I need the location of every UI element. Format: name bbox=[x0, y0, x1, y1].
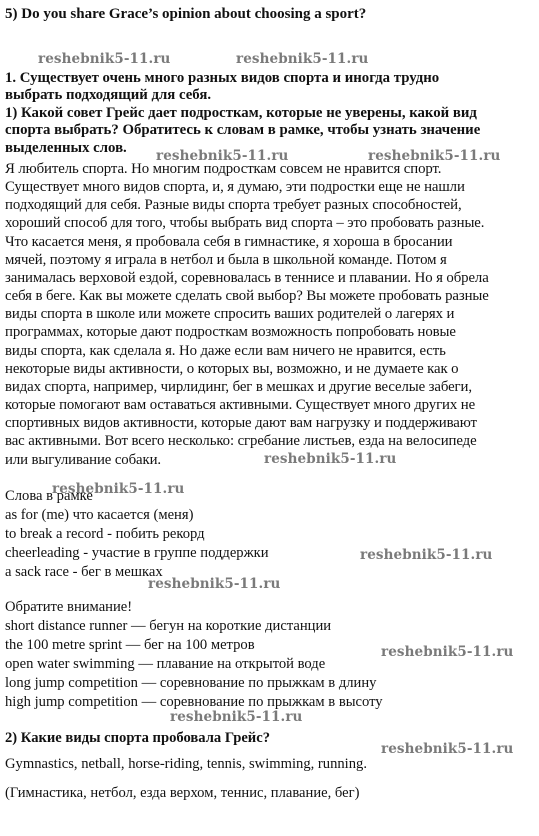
watermark: reshebnik5-11.ru bbox=[381, 741, 514, 757]
question-1-line: спорта выбрать? Обратитесь к словам в рамке, чтобы узнать значение bbox=[5, 122, 481, 139]
vocab-item: to break a record - побить рекорд bbox=[5, 526, 205, 542]
watermark: reshebnik5-11.ru bbox=[368, 148, 501, 164]
watermark: reshebnik5-11.ru bbox=[381, 644, 514, 660]
question-1-line: 1. Существует очень много разных видов спорта и иногда трудно bbox=[5, 70, 440, 86]
paragraph-line: виды спорта в школе или можете спросить ваших родителей о лагерях и bbox=[5, 306, 455, 323]
question-1-line: выделенных слов. bbox=[5, 139, 127, 156]
translation-paragraph bbox=[5, 160, 533, 469]
attention-title: Обратите внимание! bbox=[5, 599, 133, 615]
paragraph-line: некоторые виды активности, о которых вы, возможно, и не думаете как о bbox=[5, 360, 459, 377]
watermark: reshebnik5-11.ru bbox=[170, 709, 303, 725]
vocab-item: a sack race - бег в мешках bbox=[5, 564, 163, 580]
paragraph-line: виды спорта, как сделала я. Но даже если вам ничего не нравится, есть bbox=[5, 342, 446, 359]
attention-item: short distance runner — бегун на короткие дистанции bbox=[5, 618, 332, 634]
paragraph-line: или выгуливание собаки. bbox=[5, 451, 162, 468]
watermark: reshebnik5-11.ru bbox=[38, 51, 171, 67]
words-box bbox=[5, 487, 533, 582]
paragraph-line: занималась верховой ездой, соревновалась в теннисе и плавании. Но я обрела bbox=[5, 269, 489, 286]
paragraph-line: хороший способ для того, чтобы выбрать вид спорта – это пробовать разные. bbox=[5, 215, 485, 232]
paragraph-line: спортивных видов активности, которые дают вам нагрузку и поддерживают bbox=[5, 415, 477, 432]
attention-item: open water swimming — плавание на открытой воде bbox=[5, 656, 326, 672]
watermark: reshebnik5-11.ru bbox=[156, 148, 289, 164]
paragraph-line: видах спорта, например, чирлидинг, бег в мешках и другие веселые забеги, bbox=[5, 378, 472, 395]
question-1 bbox=[5, 70, 533, 157]
paragraph-line: подходящий для себя. Разные виды спорта требует разных способностей, bbox=[5, 197, 462, 214]
watermark: reshebnik5-11.ru bbox=[52, 481, 185, 497]
paragraph-line: которые помогают вам оставаться активными. Существует много других не bbox=[5, 397, 476, 414]
paragraph-line: Я любитель спорта. Но многим подросткам совсем не нравится спорт. bbox=[5, 161, 442, 177]
answer-translation: (Гимнастика, нетбол, езда верхом, теннис, плавание, бег) bbox=[5, 785, 360, 801]
watermark: reshebnik5-11.ru bbox=[148, 576, 281, 592]
watermark: reshebnik5-11.ru bbox=[360, 547, 493, 563]
question-1-line: 1) Какой совет Грейс дает подросткам, которые не уверены, какой вид bbox=[5, 104, 477, 121]
watermark: reshebnik5-11.ru bbox=[236, 51, 369, 67]
question-1-line: выбрать подходящий для себя. bbox=[5, 87, 212, 104]
words-box-title: Слова в рамке bbox=[5, 488, 93, 504]
paragraph-line: мячей, поэтому я играла в нетбол и была в школьной команде. Потом я bbox=[5, 251, 447, 268]
paragraph-line: Что касается меня, я пробовала себя в гимнастике, я хороша в бросании bbox=[5, 233, 453, 250]
attention-item: high jump competition — соревнование по прыжкам в высоту bbox=[5, 694, 383, 710]
question-2: 2) Какие виды спорта пробовала Грейс? bbox=[5, 730, 270, 746]
answer-text: Gymnastics, netball, horse-riding, tennis, swimming, running. bbox=[5, 756, 367, 772]
paragraph-line: программах, которые дают подросткам возможность попробовать новые bbox=[5, 324, 456, 341]
exercise-heading: 5) Do you share Grace’s opinion about choosing a sport? bbox=[5, 6, 367, 22]
vocab-item: as for (me) что касается (меня) bbox=[5, 507, 194, 523]
watermark: reshebnik5-11.ru bbox=[264, 451, 397, 467]
attention-item: the 100 metre sprint — бег на 100 метров bbox=[5, 637, 255, 653]
attention-item: long jump competition — соревнование по прыжкам в длину bbox=[5, 675, 377, 691]
paragraph-line: себя в беге. Как вы можете сделать свой выбор? Вы можете пробовать разные bbox=[5, 288, 489, 305]
vocab-item: cheerleading - участие в группе поддержки bbox=[5, 545, 269, 561]
paragraph-line: Существует много видов спорта, и, я думаю, эти подростки еще не нашли bbox=[5, 179, 465, 196]
paragraph-line: вас активными. Вот всего несколько: сгребание листьев, езда на велосипеде bbox=[5, 433, 477, 450]
